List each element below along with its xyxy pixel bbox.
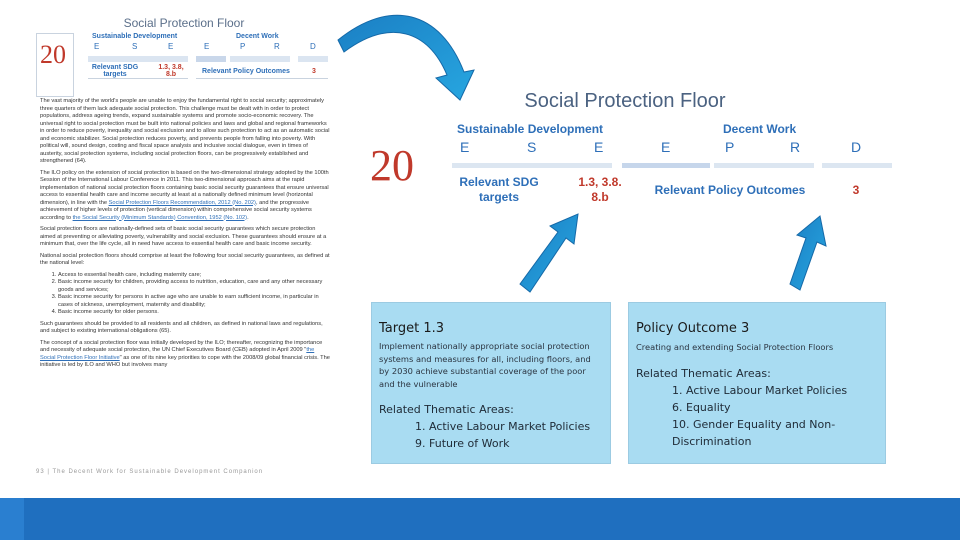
table-number: 20 — [370, 141, 414, 190]
mini-number: 20 — [40, 40, 66, 69]
bottom-band-accent — [0, 498, 24, 540]
link-spf-initiative[interactable]: the Social Protection Floor Initiative — [40, 347, 315, 361]
d-letter: D — [851, 139, 862, 155]
mini-targets-label: Relevant SDG targets — [91, 64, 139, 78]
mini-sd-letter-2: S — [132, 42, 138, 51]
list-item: 1. Access to essential health care, including maternity care; — [58, 272, 330, 280]
list-item: 2. Basic income security for children, providing access to nutrition, education, care and any other necessary goods and services; — [58, 279, 330, 294]
curved-arrow-icon — [338, 15, 474, 100]
policy-outcomes-value: 3 — [852, 183, 860, 197]
mini-dw-letter-2: P — [240, 42, 246, 51]
arrow-up-outcomes-icon — [790, 216, 826, 290]
outcome-thematic-areas — [636, 365, 847, 450]
doc-paragraph-4: Such guarantees should be provided to all residents and all children, as defined in national laws and regulations, and subject to existing international obligations (65). — [40, 320, 323, 334]
target-areas-heading: Related Thematic Areas: — [379, 403, 514, 416]
sd-label: Sustainable Development — [457, 122, 604, 136]
bottom-band — [0, 498, 960, 540]
mini-dw-letter-4: D — [310, 42, 316, 51]
mini-dw-letter-3: R — [274, 42, 280, 51]
sdg-targets-value: 1.3, 3.8. 8.b — [578, 175, 622, 204]
policy-outcome-box — [628, 302, 886, 464]
list-item: Discrimination — [672, 435, 752, 448]
mini-outcomes-label: Relevant Policy Outcomes — [202, 68, 290, 75]
mini-table-title: Social Protection Floor — [123, 16, 245, 30]
mini-sd-letter-3: E — [168, 42, 174, 51]
mini-sd-label: Sustainable Development — [92, 33, 178, 40]
link-recommendation-202[interactable]: Social Protection Floors Recommendation, 2012 (No. 202) — [108, 199, 256, 206]
dw-label: Decent Work — [723, 122, 797, 136]
page-footer: 93 | The Decent Work for Sustainable Development Companion — [36, 469, 264, 475]
outcome-areas-heading: Related Thematic Areas: — [636, 367, 771, 380]
list-item: 4. Basic income security for older persons. — [58, 309, 330, 317]
mini-dw-label: Decent Work — [236, 33, 279, 40]
table-title: Social Protection Floor — [524, 90, 726, 112]
list-item: 1. Active Labour Market Policies — [672, 384, 848, 397]
dw-letter-e: E — [661, 139, 671, 155]
outcome-title: Policy Outcome 3 — [636, 321, 750, 336]
arrow-up-targets-icon — [520, 214, 578, 292]
dw-letter-r: R — [790, 139, 801, 155]
outcome-description: Creating and extending Social Protection Floors — [636, 342, 834, 352]
doc-paragraph-2: Social protection floors are nationally-defined sets of basic social security guarantees which secure protection aimed at preventing or alleviating poverty, vulnerability and social exclusion. These guarantees should ensure at a minimum that, over the life cycle, all in need have access to essential health care and basic income security. — [40, 226, 327, 247]
mini-targets-value: 1.3, 3.8, 8.b — [158, 64, 184, 78]
relevant-sdg-targets-label: Relevant SDG targets — [459, 175, 539, 204]
target-thematic-areas — [379, 401, 590, 452]
target-title: Target 1.3 — [379, 321, 445, 336]
list-item: 3. Basic income security for persons in active age who are unable to earn sufficient income, in particular in cases of sickness, unemployment, maternity and disability; — [58, 294, 330, 309]
list-item: 6. Equality — [672, 401, 731, 414]
doc-paragraph-last: The concept of a social protection floor was initially developed by the ILO; thereafter, recognizing the importance and necessity of adequate social protection, the UN Chief Executives Board (CEB) adopted in April 2009 "the Social Protection Floor Initiative" as one of its nine key priorities to cope with the 2008/09 global financial crisis. The initiative is led by ILO and WHO but involves many — [40, 339, 330, 368]
sd-letter-e2: E — [594, 139, 604, 155]
list-item: 10. Gender Equality and Non- — [672, 418, 836, 431]
target-box — [371, 302, 611, 464]
mini-outcomes-value: 3 — [312, 68, 316, 75]
dw-letter-p: P — [725, 139, 735, 155]
list-item: 9. Future of Work — [415, 437, 510, 450]
sd-letter-s: S — [527, 139, 537, 155]
mini-sd-letter-1: E — [94, 42, 100, 51]
link-convention-102[interactable]: the Social Security (Minimum Standards) Convention, 1952 (No. 102) — [72, 214, 248, 221]
list-item: 1. Active Labour Market Policies — [415, 420, 591, 433]
relevant-policy-outcomes-label: Relevant Policy Outcomes — [654, 183, 806, 197]
target-description: Implement nationally appropriate social protection systems and measures for all, including floors, and by 2030 achieve substantial coverage of the poor and the vulnerable — [379, 341, 591, 389]
doc-paragraph-3: National social protection floors should comprise at least the following four social security guarantees, as defined at the national level: — [40, 252, 330, 266]
sd-letter-e1: E — [460, 139, 470, 155]
mini-dw-letter-1: E — [204, 42, 210, 51]
doc-paragraph-1: The vast majority of the world's people are unable to enjoy the fundamental right to social security; approximately three quarters of them lack adequate social protection. This challenge must be dealt with in order to protect populations, address ageing trends, expand sustainable systems and promote socio-economic recovery. The universal right to social protection must be built into national policies and laws and global and regional frameworks in order to reduce poverty, inequality and social exclusion and to allow such protection to act as an automatic social and economic stabilizer. Social protection reduces poverty, and prevents people from falling into poverty. With political will, sound design, costing and fiscal space analysis and inclusive social dialogue, even in times of austerity, social protection systems, including social protection floors, can be progressively established and strengthened (64). — [40, 98, 330, 164]
doc-paragraph-ilo: The ILO policy on the extension of social protection is based on the two-dimensional strategy adopted by the 100th Session of the International Labour Conference in 2011. This two-dimensional approach aims at the rapid implementation of national social protection floors containing basic social security guarantees that ensure universal access to essential health care and income security at least at a nationally defined minimum level (horizontal dimension), in line with the Social Protection Floors Recommendation, 2012 (No. 202), and the progressive achievement of higher levels of protection (vertical dimension) within comprehensive social security systems according to the Social Security (Minimum Standards) Convention, 1952 (No. 102). — [40, 169, 329, 221]
